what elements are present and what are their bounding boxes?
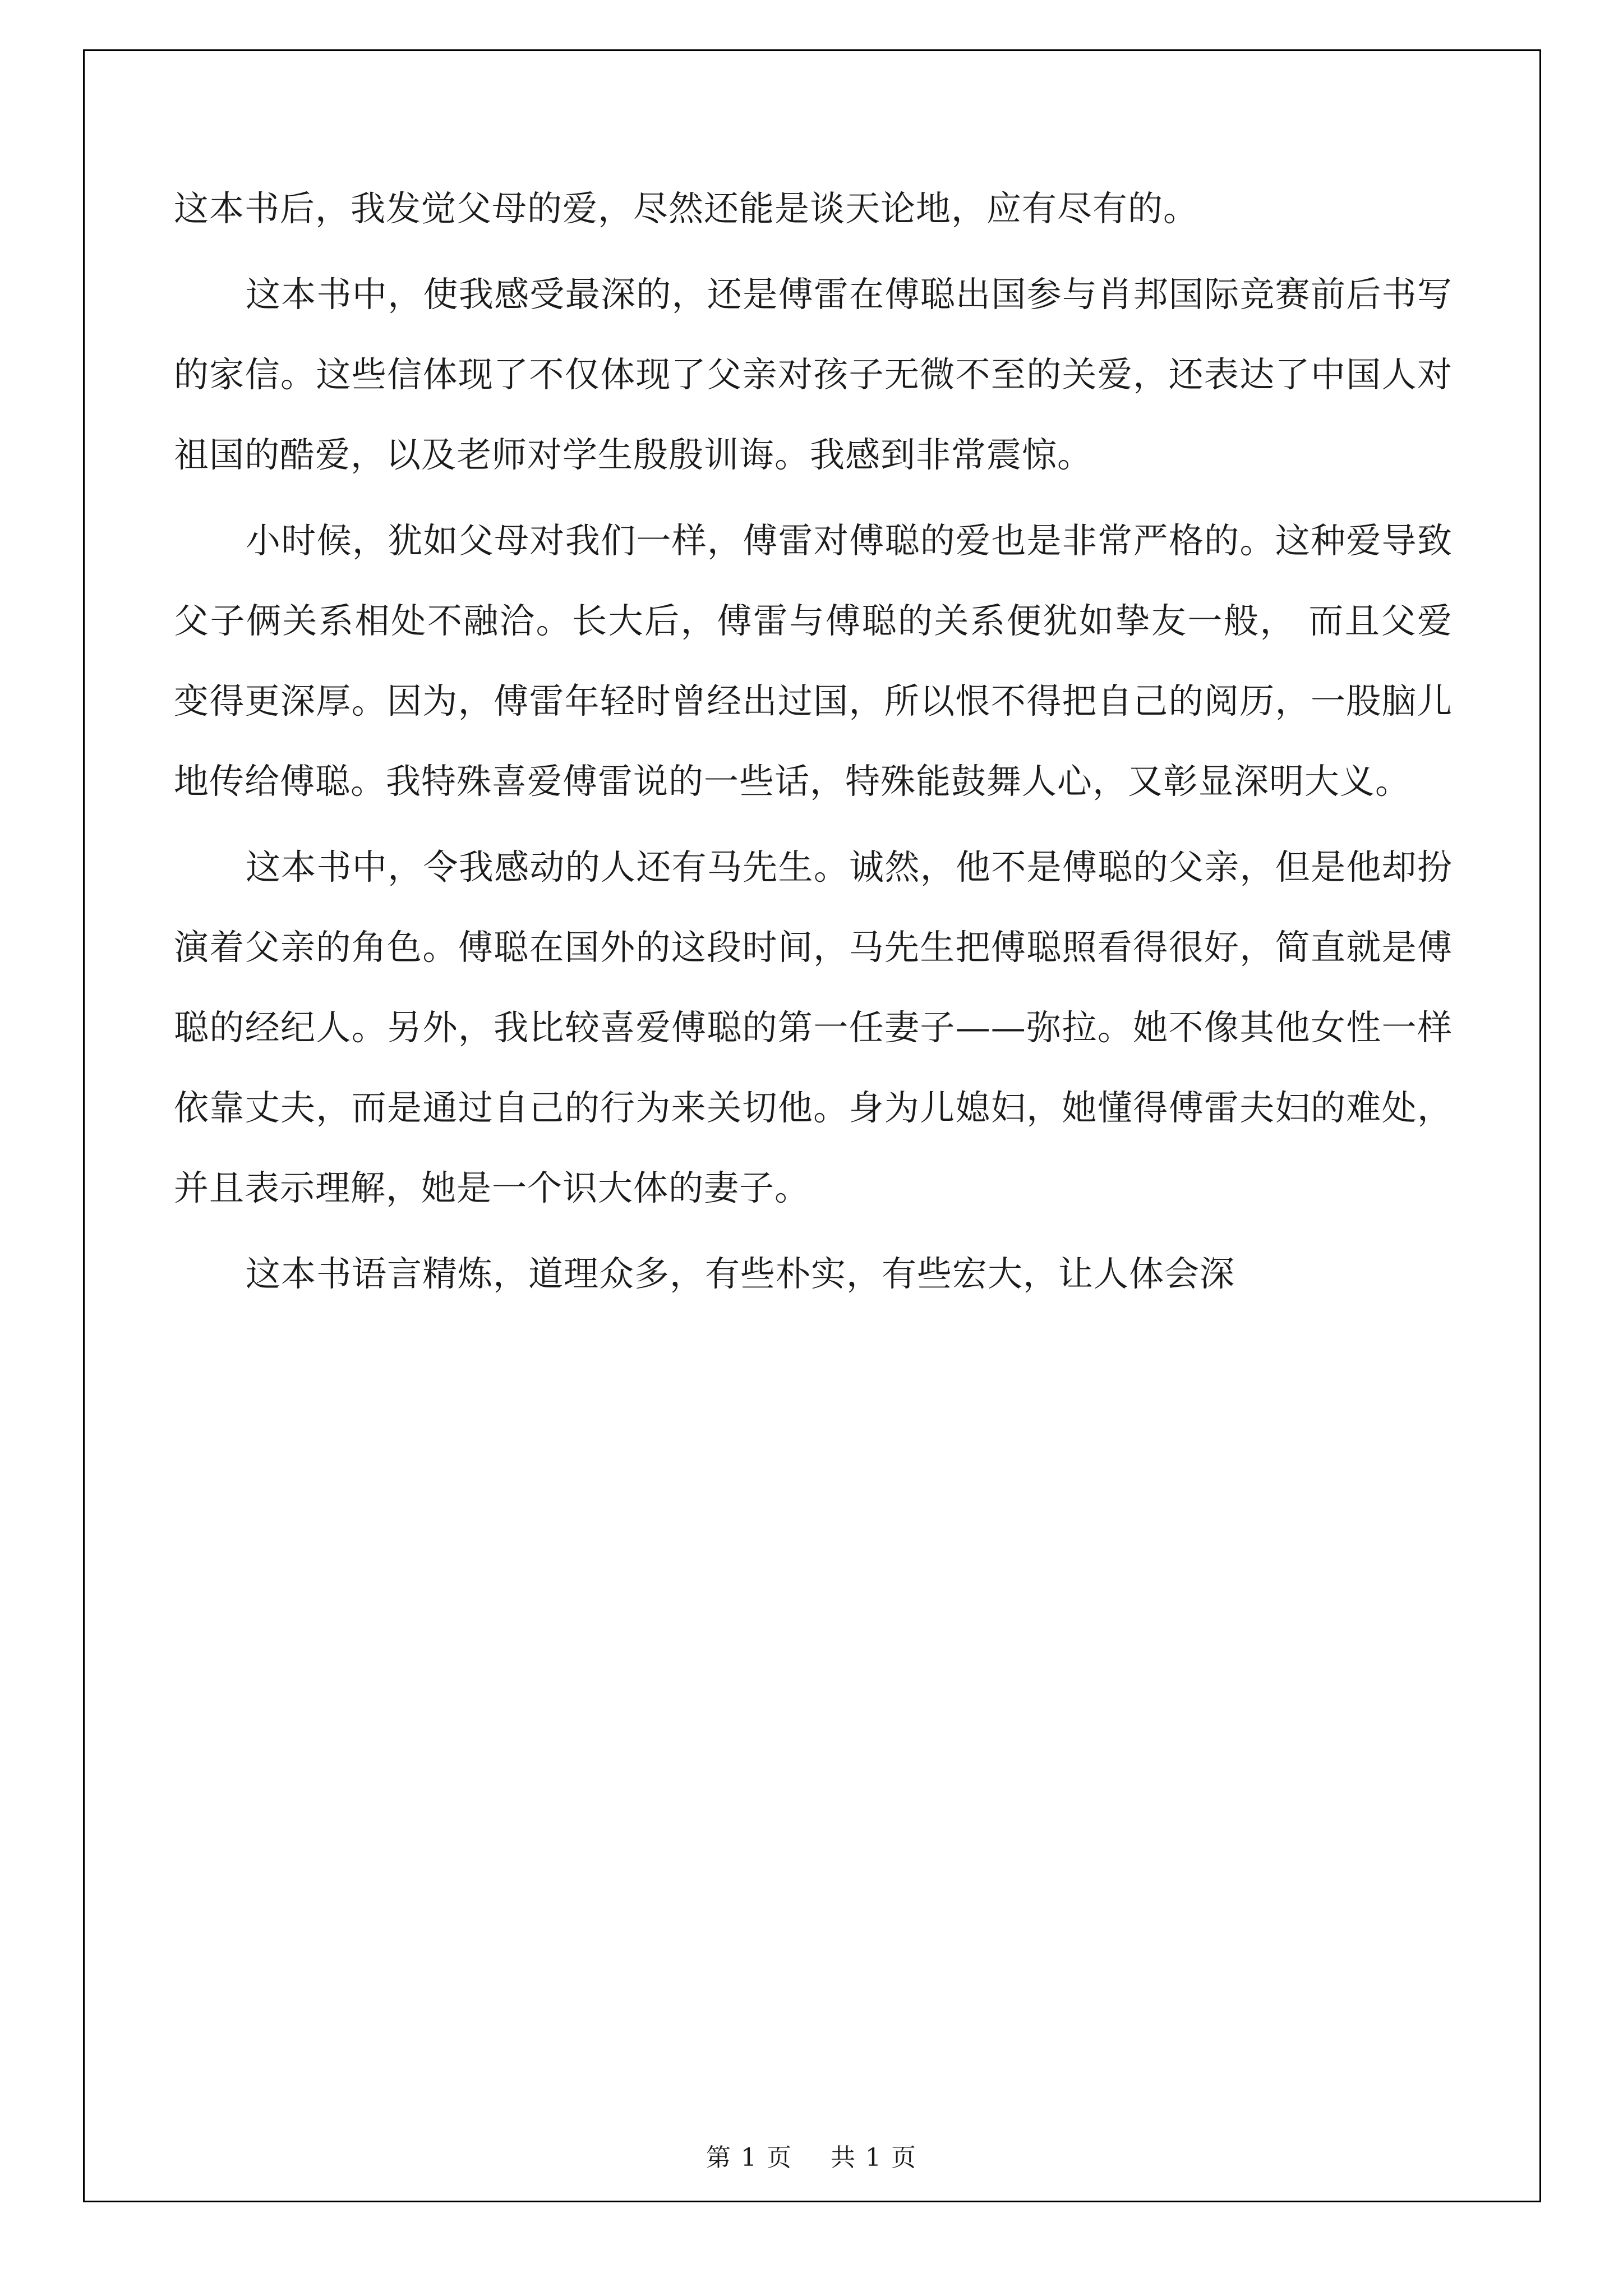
page-footer	[0, 2137, 1623, 2173]
paragraph: 这本书中，令我感动的人还有马先生。诚然，他不是傅聪的父亲，但是他却扮演着父亲的角色。傅聪在国外的这段时间，马先生把傅聪照看得很好，简直就是傅聪的经纪人。另外，我比较喜爱傅聪的第一任妻子——弥拉。她不像其他女性一样依靠丈夫，而是通过自己的行为来关切他。身为儿媳妇，她懂得傅雷夫妇的难处，并且表示理解，她是一个识大体的妻子。	[174, 846, 1453, 1208]
document-body	[174, 168, 1453, 1319]
footer-total-pages: 共 1 页	[831, 2143, 917, 2172]
paragraph: 这本书中，使我感受最深的，还是傅雷在傅聪出国参与肖邦国际竞赛前后书写的家信。这些信体现了不仅体现了父亲对孩子无微不至的关爱，还表达了中国人对祖国的酷爱，以及老师对学生殷殷训诲。我感到非常震惊。	[174, 274, 1453, 475]
footer-current-page: 第 1 页	[706, 2143, 792, 2172]
paragraph: 这本书语言精炼，道理众多，有些朴实，有些宏大，让人体会深	[246, 1253, 1235, 1294]
paragraph: 小时候，犹如父母对我们一样，傅雷对傅聪的爱也是非常严格的。这种爱导致父子俩关系相处不融洽。长大后，傅雷与傅聪的关系便犹如挚友一般， 而且父爱变得更深厚。因为，傅雷年轻时曾经出过国，所以恨不得把自己的阅历，一股脑儿地传给傅聪。我特殊喜爱傅雷说的一些话，特殊能鼓舞人心，又彰显深明大义。	[174, 520, 1453, 802]
paragraph: 这本书后，我发觉父母的爱，尽然还能是谈天论地，应有尽有的。	[174, 188, 1199, 229]
